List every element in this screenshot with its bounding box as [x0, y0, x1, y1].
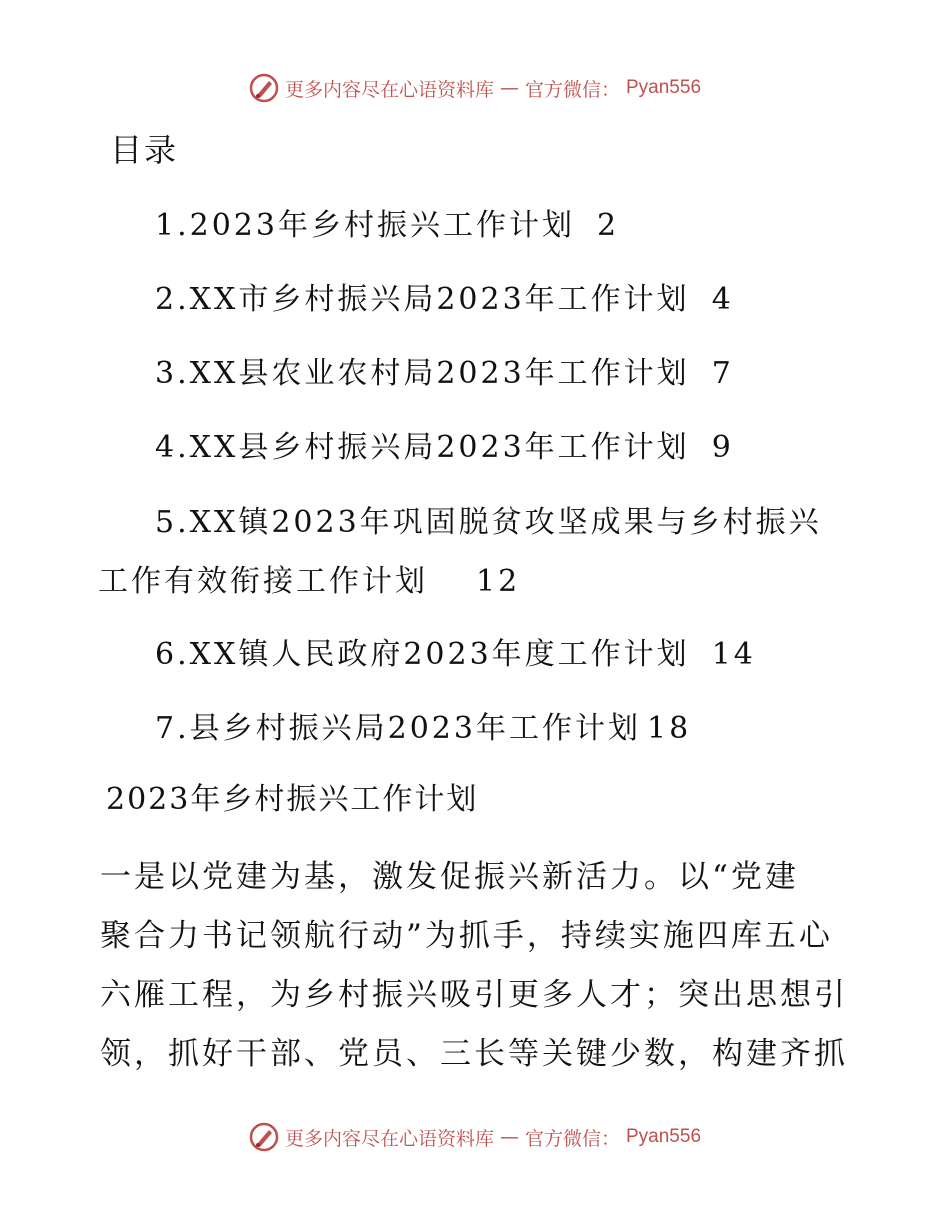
watermark-account: Pyan556: [626, 1126, 702, 1147]
toc-entry-1[interactable]: [155, 200, 619, 244]
paragraph-line-4: 领，抓好干部、党员、三长等关键少数，构建齐抓: [100, 1036, 848, 1072]
toc-entry-label: 4.XX县乡村振兴局2023年工作计划: [155, 430, 690, 465]
toc-entry-page: 18: [646, 711, 692, 746]
toc-entry-page: 14: [711, 637, 756, 672]
watermark-separator: —: [499, 77, 519, 99]
toc-entry-label: 2.XX市乡村振兴局2023年工作计划: [155, 282, 690, 317]
toc-entry-label-continued: 工作有效衔接工作计划: [98, 564, 428, 599]
toc-entry-label: 1.2023年乡村振兴工作计划: [155, 208, 575, 243]
toc-entry-page: 7: [711, 356, 734, 391]
paragraph-line-1: 一是以党建为基，激发促振兴新活力。以“党建: [100, 859, 799, 895]
toc-entry-page: 2: [596, 208, 620, 243]
watermark-separator: —: [499, 1126, 519, 1148]
section-title: 2023年乡村振兴工作计划: [106, 782, 479, 817]
toc-entry-page: 12: [476, 564, 521, 599]
toc-title: 目录: [110, 131, 179, 169]
paragraph-line-3: 六雁工程，为乡村振兴吸引更多人才；突出思想引: [100, 977, 848, 1013]
toc-entry-7[interactable]: [155, 703, 691, 747]
footer-watermark: [0, 1122, 950, 1152]
toc-entry-page: 4: [711, 282, 734, 317]
toc-entry-label: 3.XX县农业农村局2023年工作计划: [155, 356, 690, 391]
toc-entry-5[interactable]: [155, 497, 822, 541]
toc-entry-4[interactable]: [155, 422, 734, 466]
toc-entry-label: 5.XX镇2023年巩固脱贫攻坚成果与乡村振兴: [155, 505, 822, 540]
toc-entry-5-continued[interactable]: [98, 556, 520, 600]
watermark-main-text: 更多内容尽在心语资料库: [284, 78, 494, 101]
paragraph-line-2: 聚合力书记领航行动”为抓手，持续实施四库五心: [100, 918, 833, 954]
header-watermark: [0, 73, 950, 103]
toc-entry-page: 9: [711, 430, 734, 465]
watermark-main-text: 更多内容尽在心语资料库: [284, 1127, 494, 1150]
pen-logo-icon: [249, 1122, 279, 1152]
toc-entry-2[interactable]: [155, 274, 734, 318]
watermark-wechat-label: 官方微信：: [524, 78, 620, 101]
toc-entry-label: 6.XX镇人民政府2023年度工作计划: [155, 637, 690, 672]
toc-entry-6[interactable]: [155, 629, 756, 673]
watermark-wechat-label: 官方微信：: [524, 1127, 620, 1150]
pen-logo-icon: [249, 73, 279, 103]
toc-entry-3[interactable]: [155, 348, 734, 392]
watermark-account: Pyan556: [626, 77, 702, 98]
toc-entry-label: 7.县乡村振兴局2023年工作计划: [155, 711, 641, 746]
